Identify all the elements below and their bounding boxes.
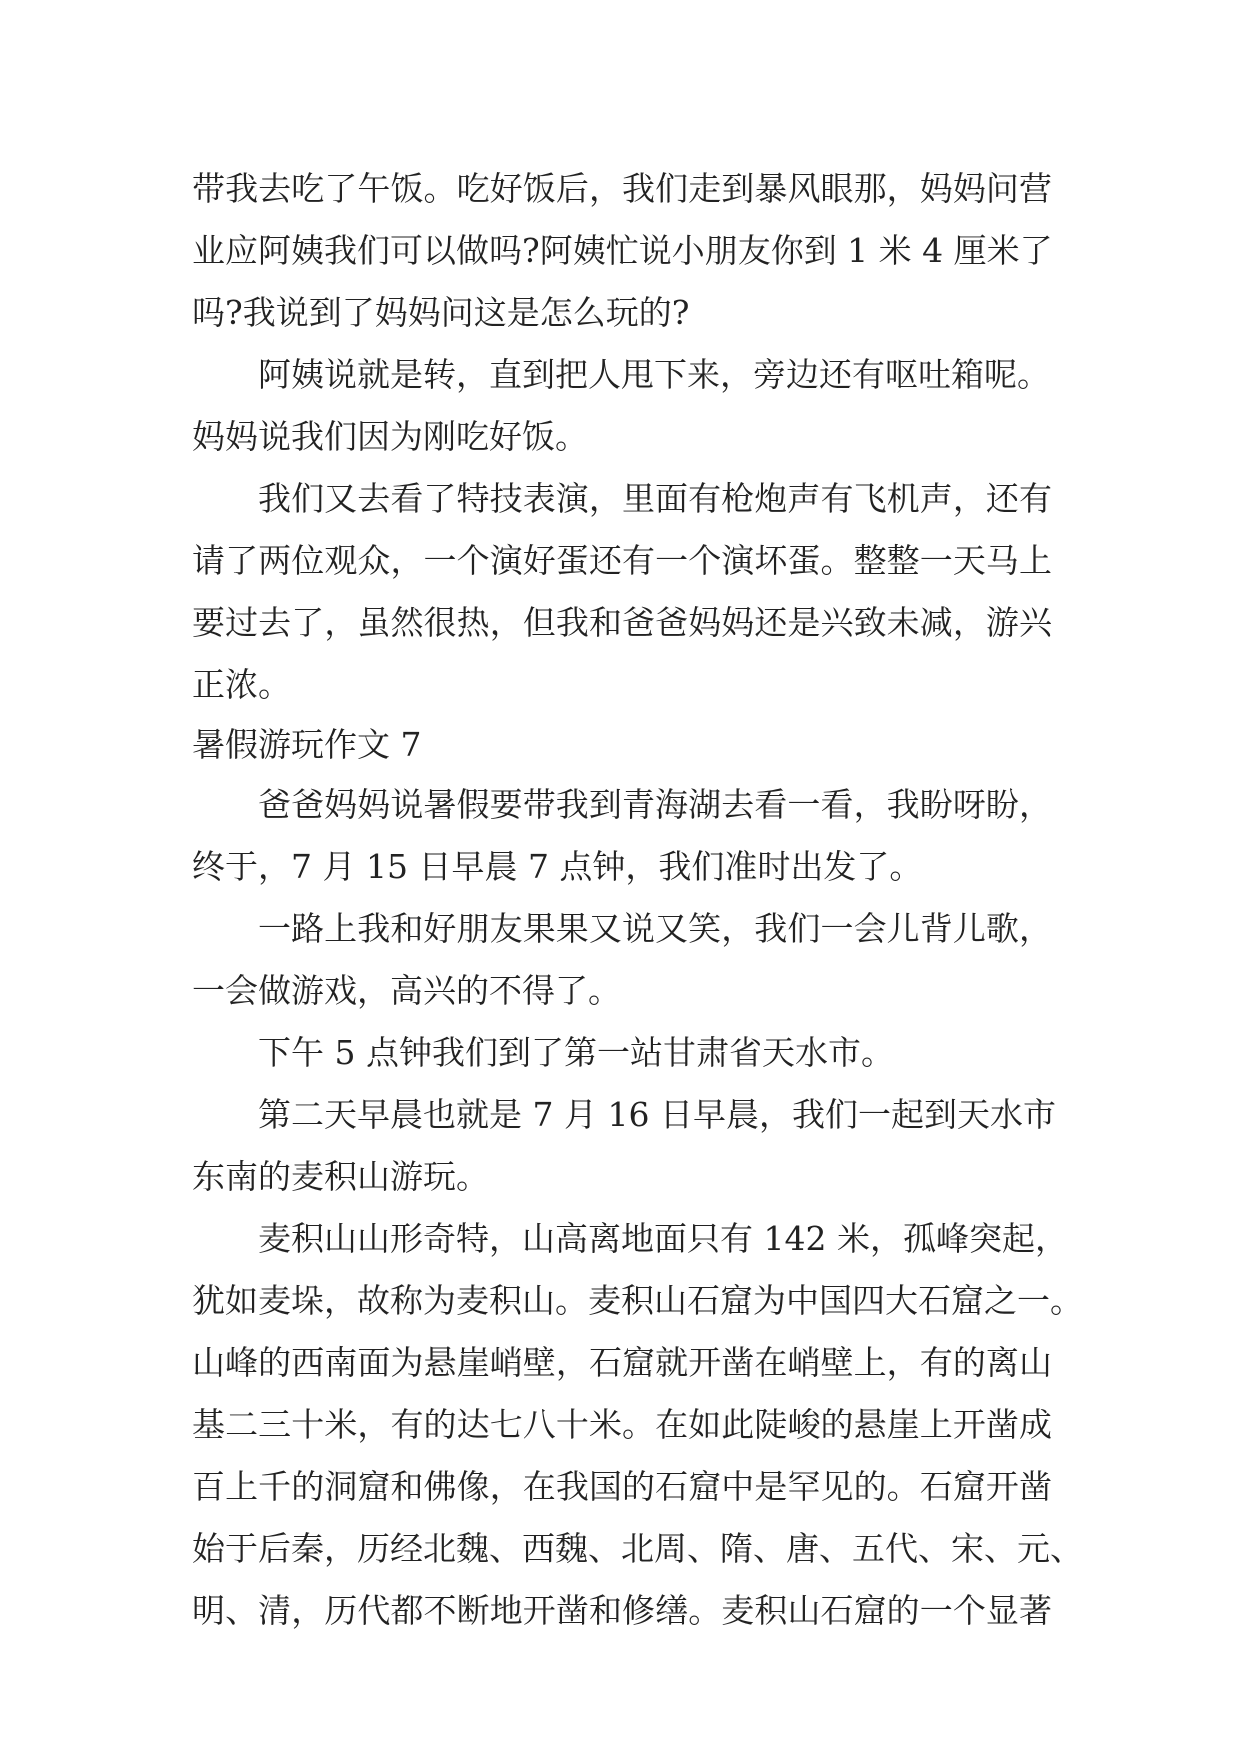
section-heading: 暑假游玩作文 7 [192,725,422,764]
text-line: 请了两位观众，一个演好蛋还有一个演坏蛋。整整一天马上 [192,541,1052,580]
text-line: 一会做游戏，高兴的不得了。 [192,971,621,1010]
text-line: 业应阿姨我们可以做吗?阿姨忙说小朋友你到 1 米 4 厘米了 [192,231,1053,270]
text-line: 基二三十米，有的达七八十米。在如此陡峻的悬崖上开凿成 [192,1405,1052,1444]
text-line: 爸爸妈妈说暑假要带我到青海湖去看一看，我盼呀盼， [258,785,1052,824]
text-line: 妈妈说我们因为刚吃好饭。 [192,417,588,456]
text-line: 始于后秦，历经北魏、西魏、北周、隋、唐、五代、宋、元、 [192,1529,1083,1568]
text-line: 我们又去看了特技表演，里面有枪炮声有飞机声，还有 [258,479,1052,518]
text-line: 明、清，历代都不断地开凿和修缮。麦积山石窟的一个显著 [192,1591,1052,1630]
text-line: 东南的麦积山游玩。 [192,1157,489,1196]
text-line: 带我去吃了午饭。吃好饭后，我们走到暴风眼那，妈妈问营 [192,169,1052,208]
text-line: 百上千的洞窟和佛像，在我国的石窟中是罕见的。石窟开凿 [192,1467,1052,1506]
text-line: 终于，7 月 15 日早晨 7 点钟，我们准时出发了。 [192,847,923,886]
text-line: 第二天早晨也就是 7 月 16 日早晨，我们一起到天水市 [258,1095,1056,1134]
text-line: 阿姨说就是转，直到把人甩下来，旁边还有呕吐箱呢。 [258,355,1050,394]
text-line: 犹如麦垛，故称为麦积山。麦积山石窟为中国四大石窟之一。 [192,1281,1083,1320]
essay-body [192,158,1083,1642]
text-line: 山峰的西南面为悬崖峭壁，石窟就开凿在峭壁上，有的离山 [192,1343,1052,1382]
text-line: 正浓。 [192,665,291,704]
text-line: 麦积山山形奇特，山高离地面只有 142 米，孤峰突起， [258,1219,1068,1258]
text-line: 要过去了，虽然很热，但我和爸爸妈妈还是兴致未减，游兴 [192,603,1052,642]
text-line: 一路上我和好朋友果果又说又笑，我们一会儿背儿歌， [258,909,1052,948]
text-line: 下午 5 点钟我们到了第一站甘肃省天水市。 [258,1033,894,1072]
text-line: 吗?我说到了妈妈问这是怎么玩的? [192,293,690,332]
